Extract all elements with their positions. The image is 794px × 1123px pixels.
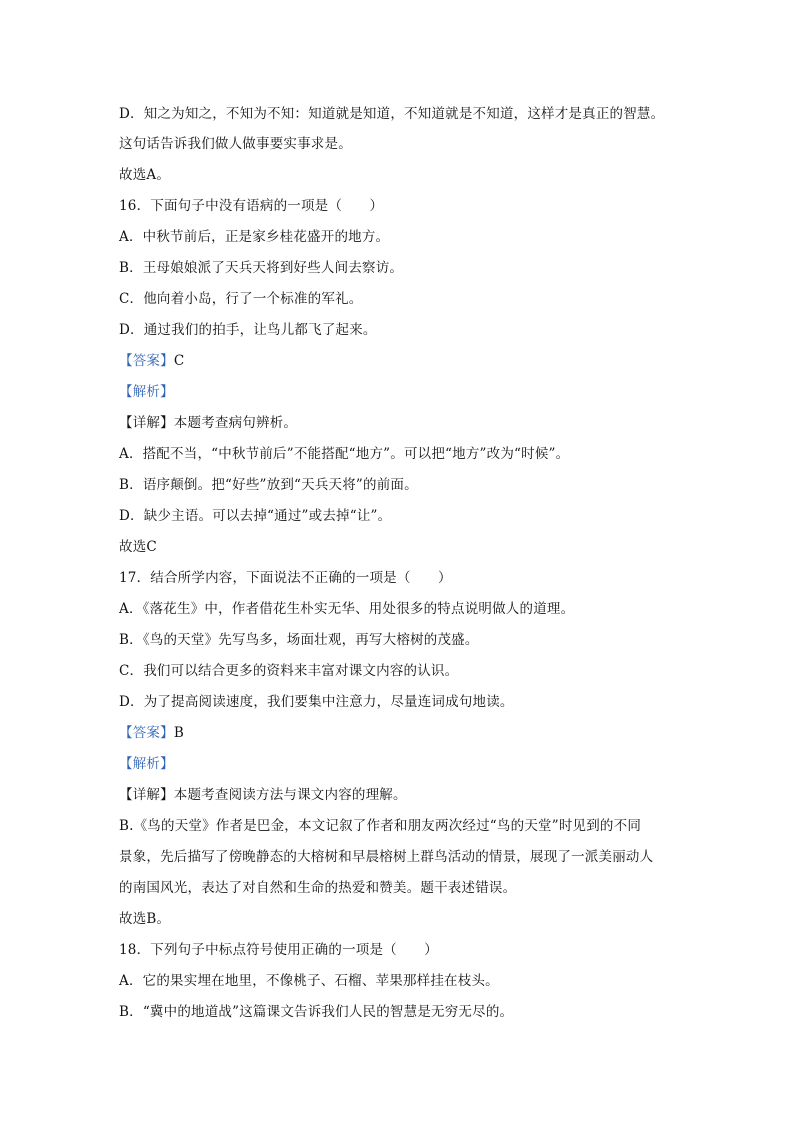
question-16-option-b: B．王母娘娘派了天兵天将到好些人间去察访。 bbox=[119, 260, 404, 276]
question-17-detail-b-1: B.《鸟的天堂》作者是巴金，本文记叙了作者和朋友两次经过“鸟的天堂”时见到的不同 bbox=[119, 818, 642, 834]
question-16-answer bbox=[119, 351, 679, 371]
explanation-line: 这句话告诉我们做人做事要实事求是。 bbox=[119, 136, 352, 152]
conclusion-line: 故选A。 bbox=[119, 167, 171, 183]
question-17-analysis-tag: 【解析】 bbox=[119, 756, 174, 772]
answer-value: C bbox=[173, 353, 185, 369]
question-18-option-a: A．它的果实埋在地里，不像桃子、石榴、苹果那样挂在枝头。 bbox=[119, 973, 499, 989]
question-16-option-c: C．他向着小岛，行了一个标准的军礼。 bbox=[119, 291, 363, 307]
question-18-stem: 18．下列句子中标点符号使用正确的一项是（ ） bbox=[119, 942, 438, 958]
answer-value: B bbox=[173, 725, 184, 741]
question-17-detail-b-3: 的南国风光，表达了对自然和生命的热爱和赞美。题干表述错误。 bbox=[119, 880, 517, 896]
question-16-detail-a: A．搭配不当，“中秋节前后”不能搭配“地方”。可以把“地方”改为“时候”。 bbox=[119, 446, 570, 462]
question-17-option-b: B．《鸟的天堂》先写鸟多，场面壮观，再写大榕树的茂盛。 bbox=[119, 632, 479, 648]
question-17-stem: 17．结合所学内容，下面说法不正确的一项是（ ） bbox=[119, 570, 452, 586]
question-17-answer bbox=[119, 723, 679, 743]
question-17-detail-b-2: 景象，先后描写了傍晚静态的大榕树和早晨榕树上群鸟活动的情景，展现了一派美丽动人 bbox=[119, 849, 654, 865]
question-17-conclusion: 故选B。 bbox=[119, 911, 171, 927]
question-18-option-b: B．“冀中的地道战”这篇课文告诉我们人民的智慧是无穷无尽的。 bbox=[119, 1004, 514, 1020]
question-16-detail: 【详解】本题考查病句辨析。 bbox=[119, 415, 298, 431]
question-16-detail-d: D．缺少主语。可以去掉“通过”或去掉“让”。 bbox=[119, 508, 392, 524]
question-16-detail-b: B．语序颠倒。把“好些”放到“天兵天将”的前面。 bbox=[119, 477, 418, 493]
question-17-option-c: C．我们可以结合更多的资料来丰富对课文内容的认识。 bbox=[119, 663, 459, 679]
answer-tag: 【答案】 bbox=[119, 353, 174, 369]
question-16-analysis-tag: 【解析】 bbox=[119, 384, 174, 400]
option-d-line: D．知之为知之，不知为不知：知道就是知道，不知道就是不知道，这样才是真正的智慧。 bbox=[119, 106, 665, 122]
question-16-option-d: D．通过我们的拍手，让鸟儿都飞了起来。 bbox=[119, 322, 377, 338]
question-17-option-a: A．《落花生》中，作者借花生朴实无华、用处很多的特点说明做人的道理。 bbox=[119, 601, 575, 617]
question-17-option-d: D．为了提高阅读速度，我们要集中注意力，尽量连词成句地读。 bbox=[119, 694, 514, 710]
question-16-stem: 16．下面句子中没有语病的一项是（ ） bbox=[119, 198, 384, 214]
answer-tag: 【答案】 bbox=[119, 725, 174, 741]
question-16-option-a: A．中秋节前后，正是家乡桂花盛开的地方。 bbox=[119, 229, 390, 245]
question-17-detail: 【详解】本题考查阅读方法与课文内容的理解。 bbox=[119, 787, 407, 803]
question-16-conclusion: 故选C bbox=[119, 539, 157, 555]
